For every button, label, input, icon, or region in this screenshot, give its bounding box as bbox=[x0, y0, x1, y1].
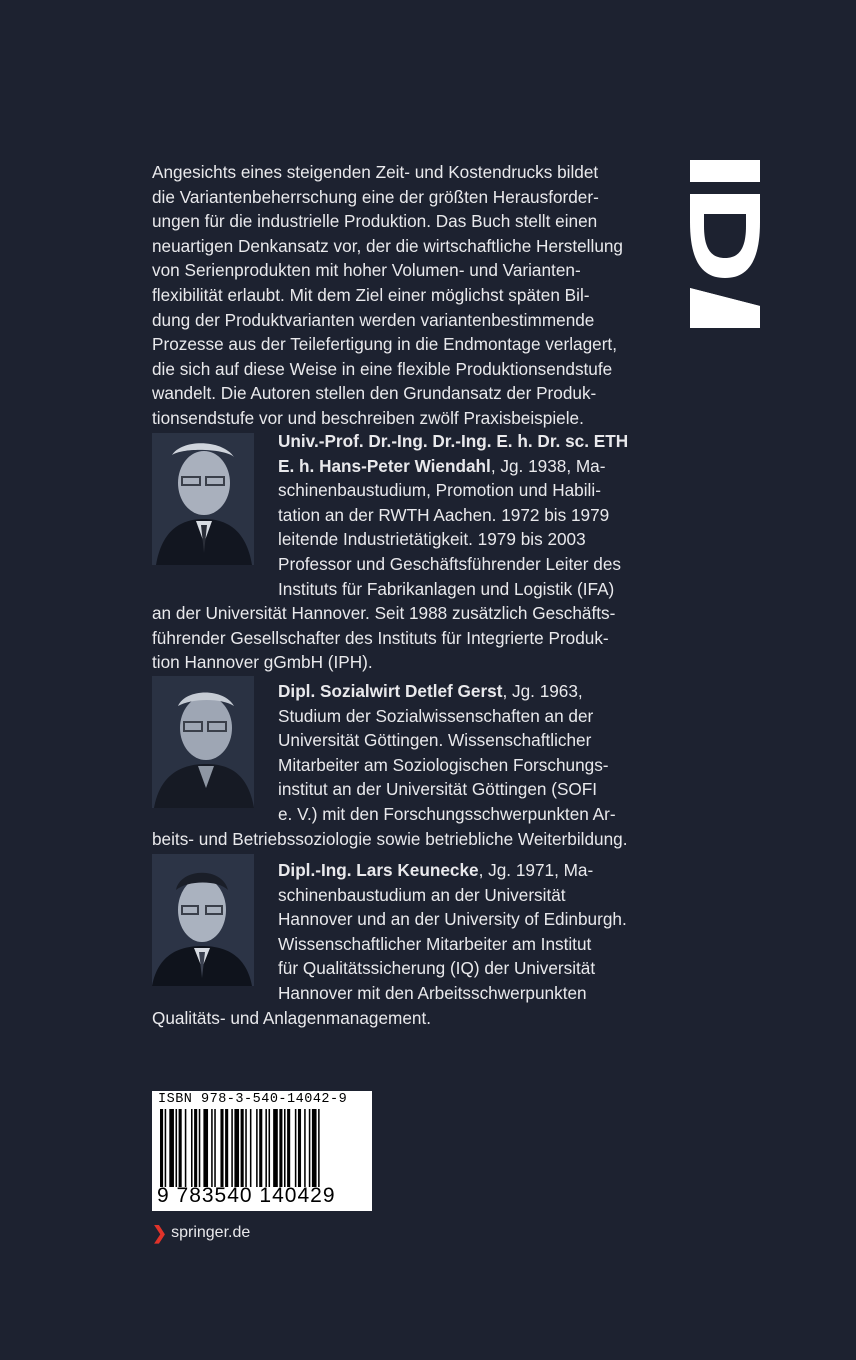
barcode-bars bbox=[160, 1109, 364, 1187]
author-year: , Jg. 1938, Ma- bbox=[490, 455, 606, 476]
author-bio-wiendahl bbox=[152, 429, 629, 675]
bio-line: Universität Göttingen. Wissenschaftlicher bbox=[278, 730, 592, 751]
publisher-url: springer.de bbox=[171, 1224, 251, 1241]
author-bio-gerst bbox=[152, 679, 628, 851]
bio-line: Hannover und an der University of Edinburgh. bbox=[278, 909, 627, 930]
bio-line: an der Universität Hannover. Seit 1988 zusätzlich Geschäfts- bbox=[152, 603, 616, 624]
bio-line: Qualitäts- und Anlagenmanagement. bbox=[152, 1007, 432, 1028]
blurb-line: flexibilität erlaubt. Mit dem Ziel einer möglichst späten Bil- bbox=[152, 284, 590, 305]
bio-line: schinenbaustudium, Promotion und Habili- bbox=[278, 480, 601, 501]
bio-line: für Qualitätssicherung (IQ) der Universität bbox=[278, 958, 596, 979]
isbn-number: ISBN 978-3-540-14042-9 bbox=[158, 1092, 348, 1107]
bio-line: Hannover mit den Arbeitsschwerpunkten bbox=[278, 982, 587, 1003]
author-year: , Jg. 1971, Ma- bbox=[478, 860, 594, 880]
publisher-link[interactable] bbox=[152, 1221, 250, 1245]
barcode-digits: 9 783540 140429 bbox=[157, 1184, 336, 1207]
blurb-line: tionsendstufe vor und beschreiben zwölf Praxisbeispiele. bbox=[152, 407, 584, 428]
bio-line: Professor und Geschäftsführender Leiter des bbox=[278, 553, 621, 574]
bio-line: institut an der Universität Göttingen (SOFI bbox=[278, 779, 598, 800]
author-name: Univ.-Prof. Dr.-Ing. Dr.-Ing. E. h. Dr. sc. ETH bbox=[278, 431, 629, 451]
author-bio-keunecke bbox=[152, 858, 627, 1030]
bio-line: Wissenschaftlicher Mitarbeiter am Institut bbox=[278, 933, 592, 954]
blurb-line: ungen für die industrielle Produktion. Das Buch stellt einen bbox=[152, 211, 598, 232]
bio-line: schinenbaustudium an der Universität bbox=[278, 884, 566, 905]
vdi-logo bbox=[690, 160, 760, 328]
bio-line: e. V.) mit den Forschungsschwerpunkten Ar- bbox=[278, 803, 616, 824]
isbn-barcode bbox=[152, 1091, 372, 1211]
bio-line: beits- und Betriebssoziologie sowie betriebliche Weiterbildung. bbox=[152, 828, 628, 849]
author-name: Dipl.-Ing. Lars Keunecke bbox=[278, 860, 479, 880]
author-name: E. h. Hans-Peter Wiendahl bbox=[278, 455, 491, 476]
blurb-text bbox=[152, 160, 642, 431]
bio-line: Mitarbeiter am Soziologischen Forschungs- bbox=[278, 754, 609, 775]
blurb-line: dung der Produktvarianten werden variantenbestimmende bbox=[152, 309, 595, 330]
blurb-line: die sich auf diese Weise in eine flexible Produktionsendstufe bbox=[152, 358, 613, 379]
blurb-line: die Variantenbeherrschung eine der größten Herausforder- bbox=[152, 186, 599, 207]
bio-line: Instituts für Fabrikanlagen und Logistik (IFA) bbox=[278, 578, 615, 599]
author-photo-wiendahl bbox=[152, 433, 254, 565]
blurb-line: wandelt. Die Autoren stellen den Grundansatz der Produk- bbox=[152, 383, 597, 404]
chevron-right-icon: ❯ bbox=[152, 1222, 168, 1243]
blurb-line: neuartigen Denkansatz vor, der die wirtschaftliche Herstellung bbox=[152, 235, 623, 256]
bio-line: führender Gesellschafter des Instituts für Integrierte Produk- bbox=[152, 627, 609, 648]
bio-line: tion Hannover gGmbH (IPH). bbox=[152, 652, 373, 673]
author-photo-keunecke bbox=[152, 854, 254, 986]
blurb-line: Prozesse aus der Teilefertigung in die Endmontage verlagert, bbox=[152, 334, 617, 355]
bio-line: leitende Industrietätigkeit. 1979 bis 2003 bbox=[278, 529, 586, 550]
bio-line: tation an der RWTH Aachen. 1972 bis 1979 bbox=[278, 504, 610, 525]
author-photo-gerst bbox=[152, 676, 254, 808]
bio-line: Studium der Sozialwissenschaften an der bbox=[278, 705, 594, 726]
blurb-line: von Serienprodukten mit hoher Volumen- und Varianten- bbox=[152, 260, 581, 281]
author-year: , Jg. 1963, bbox=[502, 681, 583, 701]
blurb-line: Angesichts eines steigenden Zeit- und Kostendrucks bildet bbox=[152, 162, 599, 182]
author-name: Dipl. Sozialwirt Detlef Gerst bbox=[278, 681, 503, 701]
